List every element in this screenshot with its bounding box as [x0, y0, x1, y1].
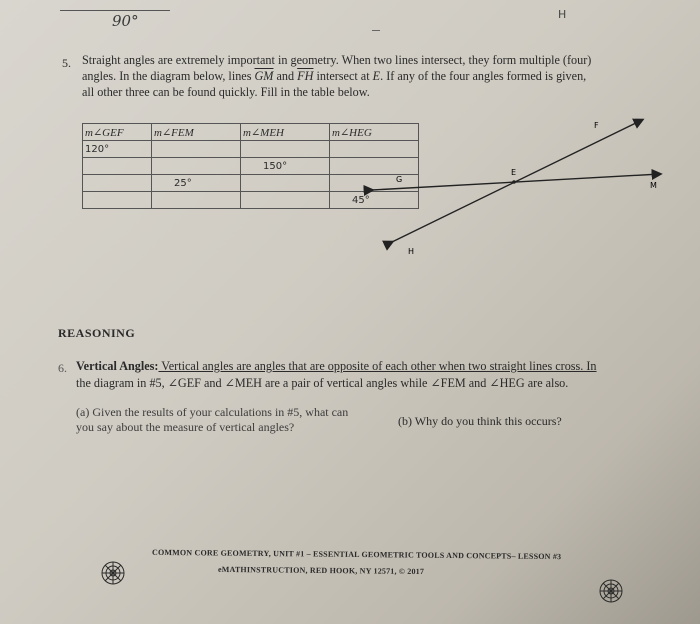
table-cell[interactable]	[83, 158, 152, 175]
label-m: M	[650, 181, 657, 190]
point-e: E	[372, 69, 381, 83]
table-cell[interactable]	[83, 192, 152, 209]
footer-course-line: COMMON CORE GEOMETRY, UNIT #1 – ESSENTIAL GEOMETRIC TOOLS AND CONCEPTS– LESSON #3	[151, 547, 562, 562]
question-6-number: 6.	[58, 361, 67, 375]
header-heg: m∠HEG	[330, 124, 419, 141]
table-cell[interactable]	[152, 158, 241, 175]
table-cell[interactable]: 45°	[330, 192, 419, 209]
table-cell[interactable]	[241, 141, 330, 158]
line-gm: $\overline{GM}$	[254, 69, 274, 83]
line-fh-drawn	[392, 120, 642, 242]
corner-letter: H	[558, 8, 567, 21]
q5-line-2: angles. In the diagram below, lines $\overline{GM}$ and $\overline{FH}$ intersect at E. If any of the four angles formed is given,	[82, 69, 587, 83]
question-6a: (a) Given the results of your calculations in #5, what can you say about the measure of vertical angles?	[76, 405, 349, 434]
question-6-line-1: Vertical Angles: Vertical angles are angles that are opposite of each other when two straight lines cross. In	[76, 359, 597, 373]
label-e: E	[511, 168, 517, 177]
table-cell[interactable]	[152, 141, 241, 158]
header-gef: m∠GEF	[83, 124, 152, 141]
label-g: G	[396, 175, 403, 184]
question-6b: (b) Why do you think this occurs?	[398, 414, 562, 428]
reasoning-heading: REASONING	[58, 326, 136, 340]
handwritten-note: 90°	[112, 12, 139, 30]
table-cell[interactable]: 150°	[241, 158, 330, 175]
table-cell[interactable]	[241, 192, 330, 209]
intersecting-lines-diagram	[360, 112, 680, 262]
table-cell[interactable]	[83, 175, 152, 192]
point-e-dot	[512, 180, 516, 184]
q5-line-1: Straight angles are extremely important in geometry. When two lines intersect, they form multiple (four)	[82, 53, 592, 67]
q5-line-3: all other three can be found quickly. Fill in the table below.	[82, 85, 370, 99]
stray-mark	[372, 30, 380, 31]
label-f: F	[594, 121, 599, 130]
question-5-text	[82, 52, 682, 100]
question-5-number: 5.	[62, 56, 71, 70]
header-fem: m∠FEM	[152, 124, 241, 141]
footer-publisher-line: eMATHINSTRUCTION, RED HOOK, NY 12571, © 2017	[217, 564, 425, 577]
table-cell[interactable]	[241, 175, 330, 192]
table-cell[interactable]: 25°	[152, 175, 241, 192]
table-cell[interactable]	[152, 192, 241, 209]
line-fh: $\overline{FH}$	[297, 69, 314, 83]
label-h: H	[408, 247, 415, 256]
top-rule	[60, 10, 170, 11]
question-6-line-2: the diagram in #5, ∠GEF and ∠MEH are a pair of vertical angles while ∠FEM and ∠HEG are also.	[76, 376, 569, 390]
left-web-emblem-icon	[100, 560, 126, 586]
right-web-emblem-icon	[598, 578, 624, 604]
header-meh: m∠MEH	[241, 124, 330, 141]
table-cell[interactable]: 120°	[83, 141, 152, 158]
